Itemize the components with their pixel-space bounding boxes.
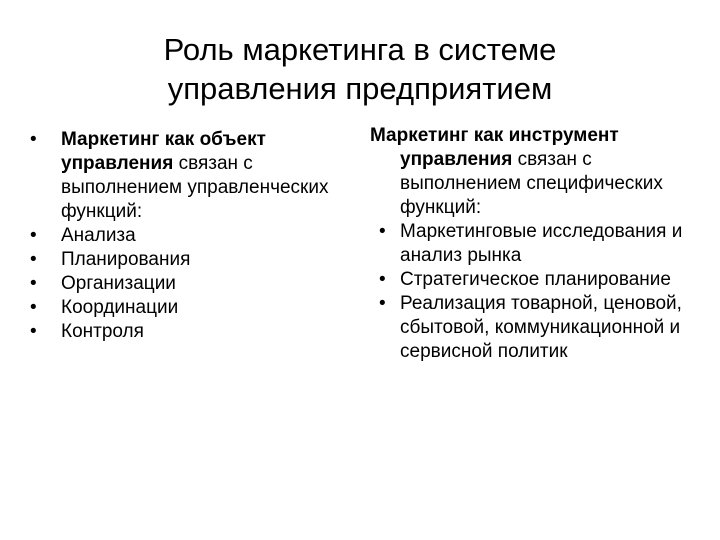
bullet: • xyxy=(30,321,37,342)
left-list-item-label: Организации xyxy=(61,273,176,294)
left-list-item-label: Анализа xyxy=(61,225,136,246)
left-list-item xyxy=(30,248,350,272)
right-list-item xyxy=(370,292,700,364)
bullet: • xyxy=(379,293,386,314)
bullet: • xyxy=(30,273,37,294)
left-column xyxy=(30,128,350,344)
left-list-item xyxy=(30,296,350,320)
right-intro-text: связан с выполнением специфических функций: xyxy=(400,149,663,218)
left-list-item-label: Координации xyxy=(61,297,179,318)
title-line-1: Роль маркетинга в системе xyxy=(163,32,557,67)
right-intro-bold: Маркетинг как инструмент управления xyxy=(370,125,619,170)
bullet: • xyxy=(30,225,37,246)
left-list-item xyxy=(30,224,350,248)
left-intro-text: связан с выполнением управленческих функций: xyxy=(61,153,329,222)
left-list-item xyxy=(30,320,350,344)
right-list-item xyxy=(370,220,700,268)
right-list-item-label: Маркетинговые исследования и анализ рынка xyxy=(400,221,683,266)
bullet: • xyxy=(379,269,386,290)
left-intro-bold: Маркетинг как объект управления xyxy=(61,129,266,174)
slide-title xyxy=(60,30,660,108)
right-column xyxy=(370,124,700,364)
right-list-item xyxy=(370,268,700,292)
right-list-item-label: Реализация товарной, ценовой, сбытовой, коммуникационной и сервисной политик xyxy=(400,293,682,362)
bullet: • xyxy=(30,297,37,318)
bullet: • xyxy=(379,221,386,242)
left-list-item-label: Контроля xyxy=(61,321,144,342)
left-list-item-label: Планирования xyxy=(61,249,191,270)
right-list-item-label: Стратегическое планирование xyxy=(400,269,671,290)
bullet: • xyxy=(30,249,37,270)
title-line-2: управления предприятием xyxy=(167,71,553,106)
right-intro xyxy=(370,124,700,220)
left-intro xyxy=(30,128,350,224)
bullet: • xyxy=(30,129,37,150)
right-list xyxy=(370,220,700,364)
left-list-item xyxy=(30,272,350,296)
